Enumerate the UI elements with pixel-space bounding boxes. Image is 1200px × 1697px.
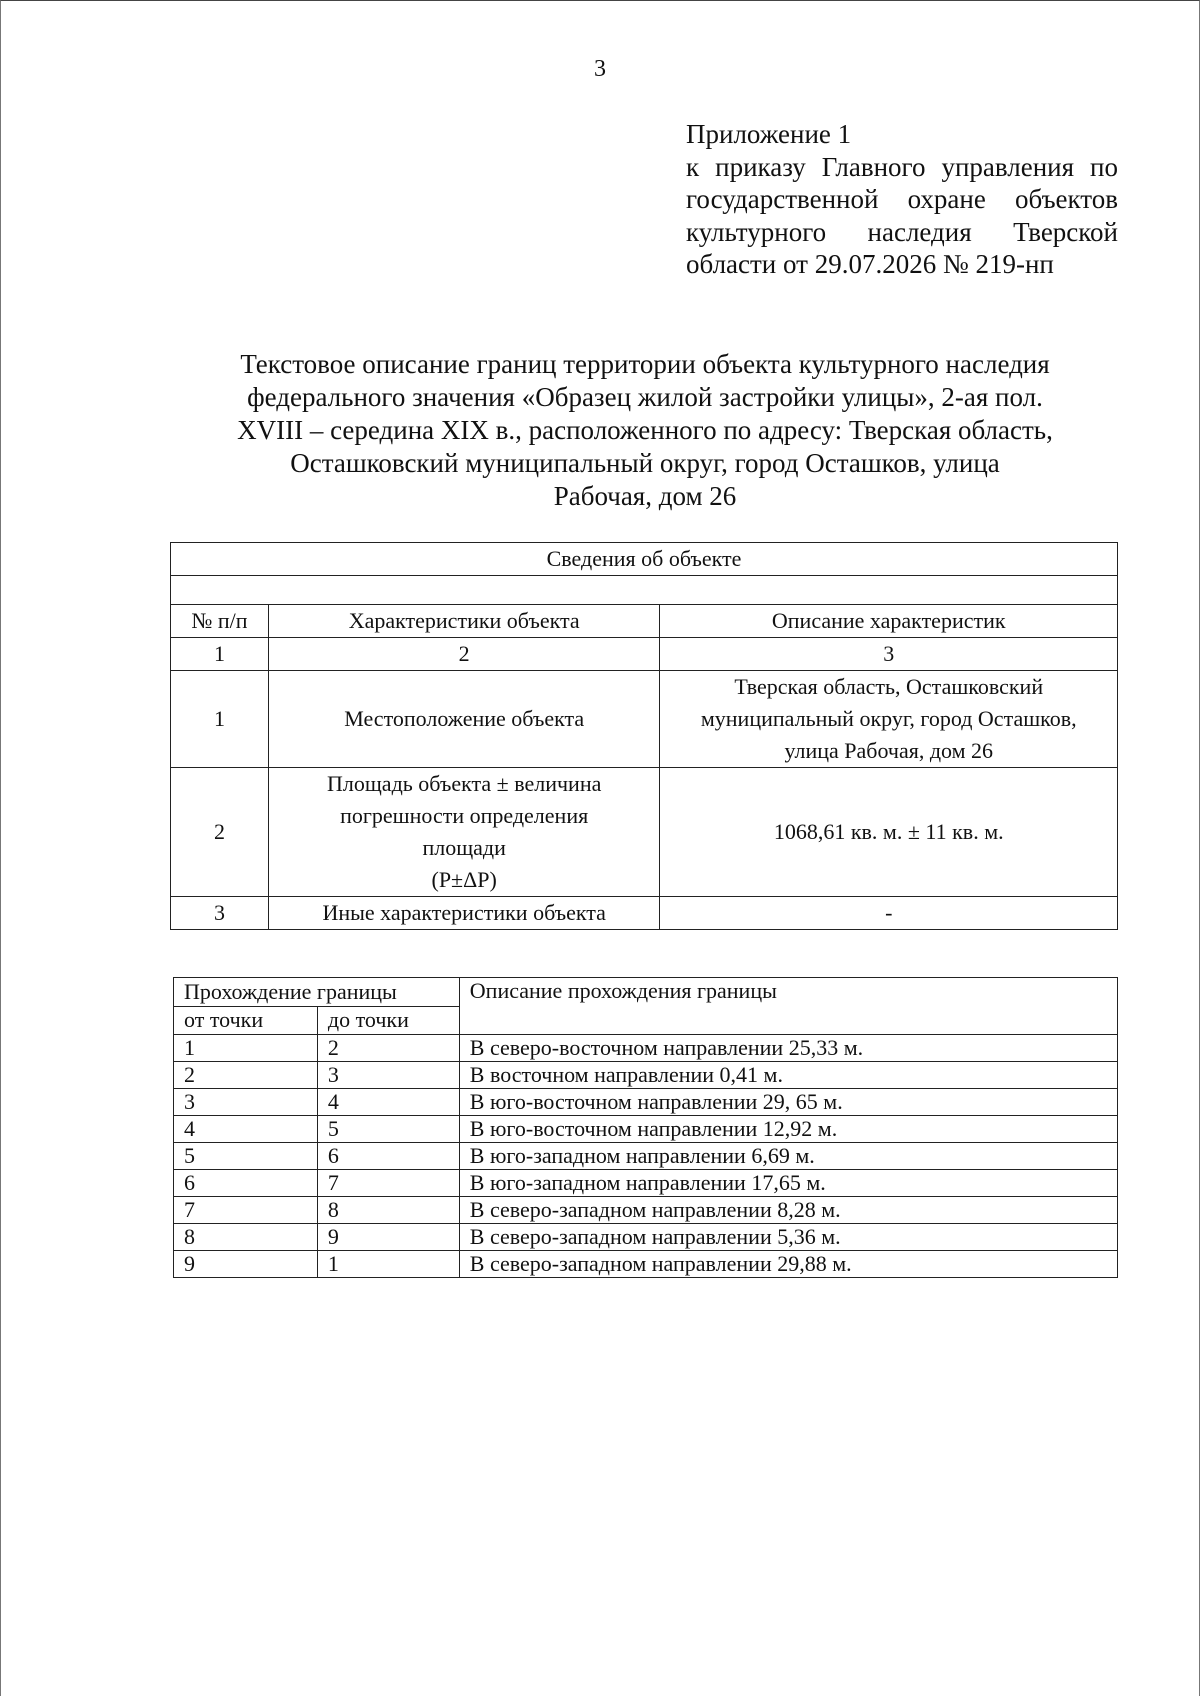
column-number: 2 <box>268 638 660 671</box>
table-row <box>174 1089 1118 1116</box>
appendix-line: Приложение 1 <box>686 119 852 149</box>
row-name-line: Иные характеристики объекта <box>322 900 606 925</box>
table-caption-row <box>171 543 1118 576</box>
table-header-row <box>171 605 1118 638</box>
row-value-line: Тверская область, Осташковский <box>734 674 1044 699</box>
row-value <box>660 897 1118 930</box>
row-name <box>268 897 660 930</box>
route-from-point: 3 <box>174 1089 318 1116</box>
page-number: 3 <box>594 56 606 82</box>
table-row <box>174 1116 1118 1143</box>
title-line: Осташковский муниципальный округ, город Осташков, улица <box>290 448 1000 478</box>
route-description: В северо-западном направлении 29,88 м. <box>459 1251 1117 1278</box>
route-description: В юго-восточном направлении 12,92 м. <box>459 1116 1117 1143</box>
route-header-to: до точки <box>317 1006 459 1035</box>
row-name <box>268 768 660 897</box>
route-to-point: 2 <box>317 1035 459 1062</box>
route-description: В северо-восточном направлении 25,33 м. <box>459 1035 1117 1062</box>
route-from-point: 2 <box>174 1062 318 1089</box>
route-description: В восточном направлении 0,41 м. <box>459 1062 1117 1089</box>
row-name <box>268 671 660 768</box>
route-description: В северо-западном направлении 8,28 м. <box>459 1197 1117 1224</box>
row-name-line: Местоположение объекта <box>344 706 585 731</box>
row-value <box>660 768 1118 897</box>
document-title <box>140 348 1150 513</box>
boundary-route-table <box>173 977 1118 1278</box>
route-header-desc: Описание прохождения границы <box>459 978 1117 1035</box>
column-number-row <box>171 638 1118 671</box>
route-to-point: 3 <box>317 1062 459 1089</box>
table-caption: Сведения об объекте <box>171 543 1118 576</box>
row-number: 2 <box>171 768 269 897</box>
table-row <box>174 1224 1118 1251</box>
header-cell: № п/п <box>171 605 269 638</box>
route-from-point: 6 <box>174 1170 318 1197</box>
route-to-point: 7 <box>317 1170 459 1197</box>
table-row <box>174 1143 1118 1170</box>
table-row <box>171 768 1118 897</box>
route-from-point: 8 <box>174 1224 318 1251</box>
title-line: XVIII – середина XIX в., расположенного по адресу: Тверская область, <box>237 415 1053 445</box>
route-from-point: 4 <box>174 1116 318 1143</box>
title-line: Текстовое описание границ территории объекта культурного наследия <box>240 349 1050 379</box>
table-blank-row <box>171 576 1118 605</box>
appendix-line: государственной охране объектов <box>686 184 1118 215</box>
appendix-block <box>686 118 1118 281</box>
route-header-row <box>174 978 1118 1007</box>
table-row <box>174 1197 1118 1224</box>
row-number: 1 <box>171 671 269 768</box>
route-to-point: 8 <box>317 1197 459 1224</box>
table-row <box>174 1035 1118 1062</box>
row-name-line: площади <box>422 835 506 860</box>
route-to-point: 6 <box>317 1143 459 1170</box>
route-from-point: 9 <box>174 1251 318 1278</box>
route-description: В северо-западном направлении 5,36 м. <box>459 1224 1117 1251</box>
table-row <box>171 897 1118 930</box>
row-name-line: Площадь объекта ± величина <box>327 771 602 796</box>
row-value-line: муниципальный округ, город Осташков, <box>700 706 1077 731</box>
column-number: 3 <box>660 638 1118 671</box>
route-to-point: 1 <box>317 1251 459 1278</box>
route-from-point: 7 <box>174 1197 318 1224</box>
row-value-line: 1068,61 кв. м. ± 11 кв. м. <box>773 819 1004 844</box>
blank-cell <box>171 576 1118 605</box>
row-value <box>660 671 1118 768</box>
object-info-table <box>170 542 1118 930</box>
route-to-point: 9 <box>317 1224 459 1251</box>
appendix-line: культурного наследия Тверской <box>686 216 1118 247</box>
route-description: В юго-западном направлении 17,65 м. <box>459 1170 1117 1197</box>
header-cell: Характеристики объекта <box>268 605 660 638</box>
row-value-line: - <box>885 900 893 925</box>
route-header-group: Прохождение границы <box>174 978 460 1007</box>
header-cell: Описание характеристик <box>660 605 1118 638</box>
route-to-point: 5 <box>317 1116 459 1143</box>
route-header-from: от точки <box>174 1006 318 1035</box>
row-name-line: погрешности определения <box>340 803 589 828</box>
title-line: Рабочая, дом 26 <box>553 481 737 511</box>
appendix-line: к приказу Главного управления по <box>686 151 1118 182</box>
table-row <box>174 1062 1118 1089</box>
row-name-line: (P±ΔP) <box>431 867 497 892</box>
route-to-point: 4 <box>317 1089 459 1116</box>
row-value-line: улица Рабочая, дом 26 <box>784 738 994 763</box>
route-from-point: 5 <box>174 1143 318 1170</box>
table-row <box>171 671 1118 768</box>
table-row <box>174 1170 1118 1197</box>
route-description: В юго-восточном направлении 29, 65 м. <box>459 1089 1117 1116</box>
title-line: федерального значения «Образец жилой застройки улицы», 2-ая пол. <box>247 382 1043 412</box>
column-number: 1 <box>171 638 269 671</box>
row-number: 3 <box>171 897 269 930</box>
table-row <box>174 1251 1118 1278</box>
route-description: В юго-западном направлении 6,69 м. <box>459 1143 1117 1170</box>
appendix-line: области от 29.07.2026 № 219-нп <box>686 249 1054 280</box>
route-from-point: 1 <box>174 1035 318 1062</box>
